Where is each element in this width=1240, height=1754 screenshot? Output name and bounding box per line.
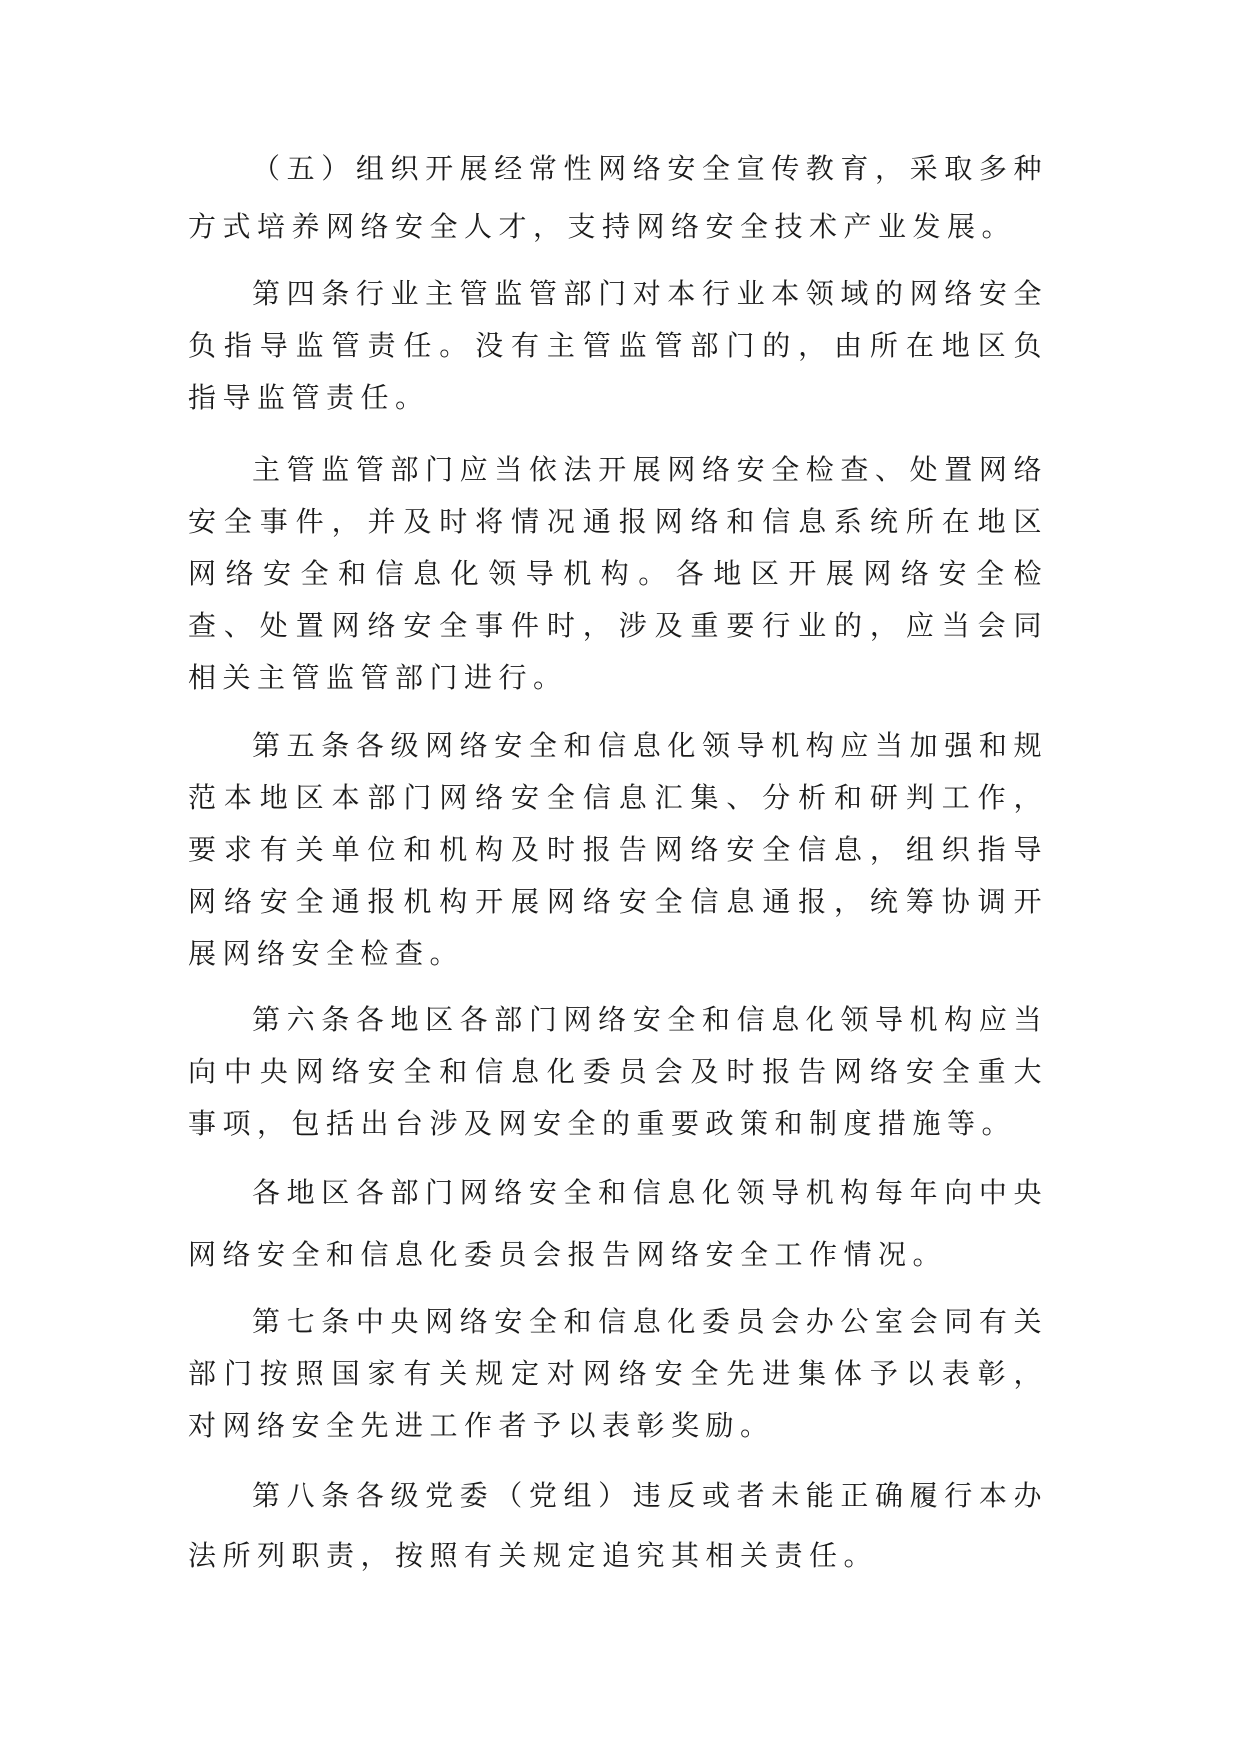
paragraph-article-5: 第五条各级网络安全和信息化领导机构应当加强和规范本地区本部门网络安全信息汇集、分析和研判工作，要求有关单位和机构及时报告网络安全信息，组织指导网络安全通报机构开展网络安全信息通报，统筹协调开展网络安全检查。 <box>188 729 1048 970</box>
paragraph-article-7: 第七条中央网络安全和信息化委员会办公室会同有关部门按照国家有关规定对网络安全先进集体予以表彰，对网络安全先进工作者予以表彰奖励。 <box>188 1305 1048 1442</box>
paragraph-article-4-supervision: 主管监管部门应当依法开展网络安全检查、处置网络安全事件，并及时将情况通报网络和信息系统所在地区网络安全和信息化领导机构。各地区开展网络安全检查、处置网络安全事件时，涉及重要行业的，应当会同相关主管监管部门进行。 <box>188 453 1048 694</box>
paragraph-article-4: 第四条行业主管监管部门对本行业本领域的网络安全负指导监管责任。没有主管监管部门的，由所在地区负指导监管责任。 <box>188 277 1048 414</box>
paragraph-article-8: 第八条各级党委（党组）违反或者未能正确履行本办法所列职责，按照有关规定追究其相关责任。 <box>188 1479 1048 1572</box>
paragraph-article-6-annual-report: 各地区各部门网络安全和信息化领导机构每年向中央网络安全和信息化委员会报告网络安全工作情况。 <box>188 1176 1048 1271</box>
paragraph-item-5: （五）组织开展经常性网络安全宣传教育，采取多种方式培养网络安全人才，支持网络安全技术产业发展。 <box>188 152 1048 243</box>
paragraph-article-6: 第六条各地区各部门网络安全和信息化领导机构应当向中央网络安全和信息化委员会及时报告网络安全重大事项，包括出台涉及网安全的重要政策和制度措施等。 <box>188 1003 1048 1140</box>
document-body <box>188 140 1048 1586</box>
